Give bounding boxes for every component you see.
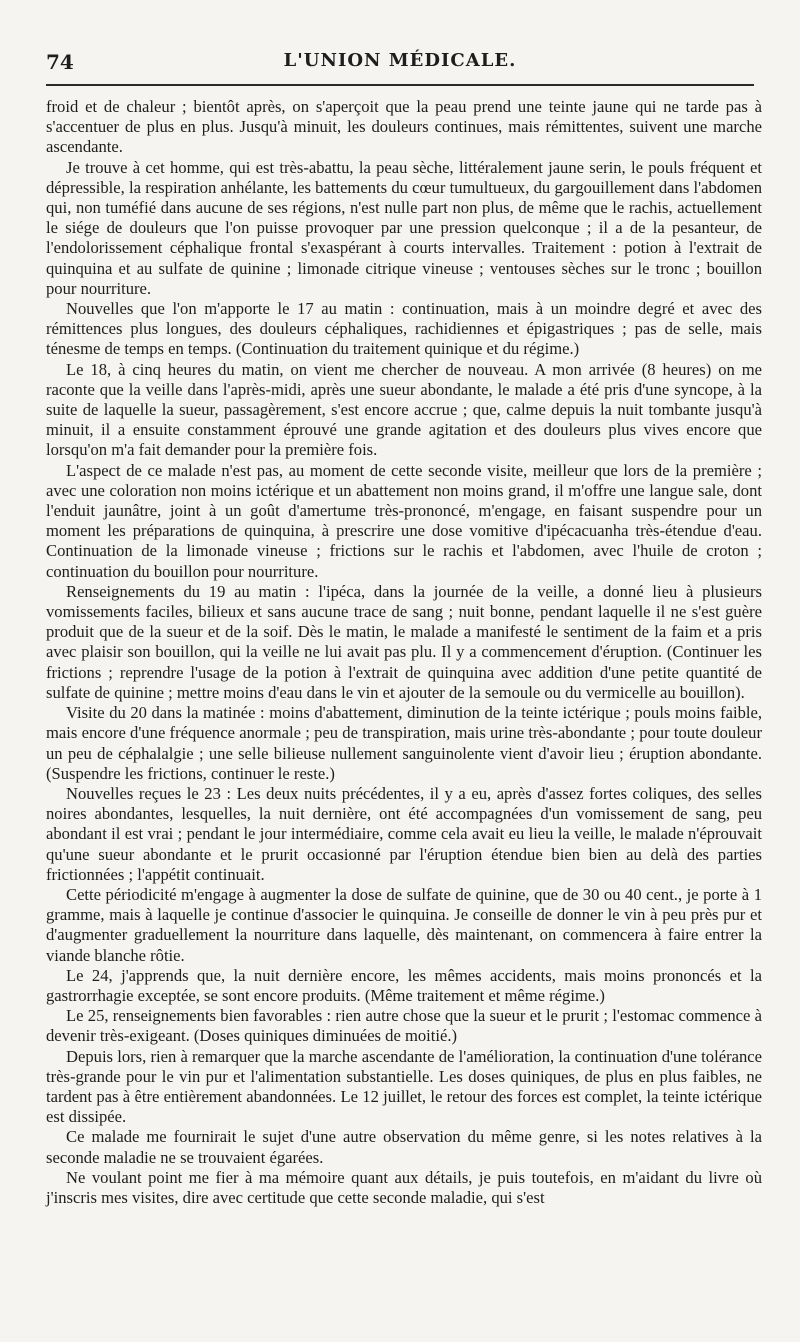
paragraph: Nouvelles que l'on m'apporte le 17 au matin : continuation, mais à un moindre degré et avec des rémittences plus longues, des douleurs céphaliques, rachidiennes et épigastriques ; pas de selle, mais ténesme de temps en temps. (Continuation du traitement quinique et du régime.) [46, 299, 762, 359]
paragraph: Je trouve à cet homme, qui est très-abattu, la peau sèche, littéralement jaune serin, le pouls fréquent et dépressible, la respiration anhélante, les battements du cœur tumultueux, du gargouillement dans l'abdomen qui, non tuméfié dans aucune de ses régions, n'est nulle part non plus, de même que le rachis, actuellement le siége de douleurs que l'on puisse provoquer par une pression quelconque ; il a de la pesanteur, de l'endolorissement céphalique frontal s'exaspérant à courts intervalles. Traitement : potion à l'extrait de quinquina et au sulfate de quinine ; limonade citrique vineuse ; ventouses sèches sur le tronc ; bouillon pour nourriture. [46, 157, 762, 298]
paragraph: Nouvelles reçues le 23 : Les deux nuits précédentes, il y a eu, après d'assez fortes coliques, des selles noires abondantes, lesquelles, la nuit dernière, ont été accompagnées d'un vomissement de sang, peu abondant il est vrai ; pendant le jour intermédiaire, comme cela avait eu lieu la veille, le malade n'éprouvait qu'une sueur abondante et le prurit occasionné par l'éruption étendue bien bien au delà des parties frictionnées ; l'appétit continuait. [46, 783, 762, 884]
running-title: L'UNION MÉDICALE. [283, 50, 517, 71]
paragraph: Ne voulant point me fier à ma mémoire quant aux détails, je puis toutefois, en m'aidant du livre où j'inscris mes visites, dire avec certitude que cette seconde maladie, qui s'est [46, 1167, 762, 1207]
paragraph: Le 25, renseignements bien favorables : rien autre chose que la sueur et le prurit ; l'estomac commence à devenir très-exigeant. (Doses quiniques diminuées de moitié.) [46, 1006, 762, 1046]
header-rule [46, 84, 754, 86]
paragraph: froid et de chaleur ; bientôt après, on s'aperçoit que la peau prend une teinte jaune qui ne tarde pas à s'accentuer de plus en plus. Jusqu'à minuit, les douleurs continues, mais rémittentes, suivent une marche ascendante. [46, 97, 762, 157]
page-header [46, 46, 754, 82]
paragraph: L'aspect de ce malade n'est pas, au moment de cette seconde visite, meilleur que lors de la première ; avec une coloration non moins ictérique et un abattement non moins grand, il m'offre une langue sale, dont l'enduit jaunâtre, joint à un goût d'amertume très-prononcé, m'engage, en faisant suspendre pour un moment les préparations de quinquina, à prescrire une dose vomitive d'ipécacuanha très-étendue d'eau. Continuation de la limonade vineuse ; frictions sur le rachis et l'abdomen, avec l'huile de croton ; continuation du bouillon pour nourriture. [46, 460, 762, 581]
body-text [46, 97, 762, 1208]
paragraph: Ce malade me fournirait le sujet d'une autre observation du même genre, si les notes relatives à la seconde maladie ne se trouvaient égarées. [46, 1127, 762, 1167]
paragraph: Le 18, à cinq heures du matin, on vient me chercher de nouveau. A mon arrivée (8 heures) on me raconte que la veille dans l'après-midi, après une sueur abondante, le malade a été pris d'une syncope, à la suite de laquelle la sueur, passagèrement, s'est encore accrue ; que, calme depuis la nuit tombante jusqu'à minuit, il a ensuite constamment éprouvé une grande agitation et des douleurs plus vives encore que lorsqu'on m'a fait demander pour la première fois. [46, 359, 762, 460]
paragraph: Renseignements du 19 au matin : l'ipéca, dans la journée de la veille, a donné lieu à plusieurs vomissements faciles, bilieux et sans aucune trace de sang ; nuit bonne, pendant laquelle il ne s'est guère produit que de la sueur et de la soif. Dès le matin, le malade a manifesté le sentiment de la faim et a pris avec plaisir son bouillon, qui la veille ne lui avait pas plu. Il y a commencement d'éruption. (Continuer les frictions ; reprendre l'usage de la potion à l'extrait de quinquina avec addition d'une petite quantité de sulfate de quinine ; mettre moins d'eau dans le vin et ajouter de la semoule ou du vermicelle au bouillon). [46, 581, 762, 702]
paragraph: Cette périodicité m'engage à augmenter la dose de sulfate de quinine, que de 30 ou 40 cent., je porte à 1 gramme, mais à laquelle je continue d'associer le quinquina. Je conseille de donner le vin à peu près pur et d'augmenter graduellement la nourriture dans laquelle, dès maintenant, on commencera à faire entrer la viande blanche rôtie. [46, 884, 762, 965]
paragraph: Visite du 20 dans la matinée : moins d'abattement, diminution de la teinte ictérique ; pouls moins faible, mais encore d'une fréquence anormale ; peu de transpiration, mais urine très-abondante ; pour toute douleur un peu de céphalalgie ; une selle bilieuse nullement sanguinolente vient d'avoir lieu ; éruption abondante. (Suspendre les frictions, continuer le reste.) [46, 703, 762, 783]
page-number: 74 [46, 50, 74, 74]
paragraph: Depuis lors, rien à remarquer que la marche ascendante de l'amélioration, la continuation d'une tolérance très-grande pour le vin pur et l'alimentation substantielle. Les doses quiniques, de plus en plus faibles, ne tardent pas à être entièrement abandonnées. Le 12 juillet, le retour des forces est complet, la teinte ictérique est dissipée. [46, 1046, 762, 1127]
paragraph: Le 24, j'apprends que, la nuit dernière encore, les mêmes accidents, mais moins prononcés et la gastrorrhagie exceptée, se sont encore produits. (Même traitement et même régime.) [46, 965, 762, 1005]
